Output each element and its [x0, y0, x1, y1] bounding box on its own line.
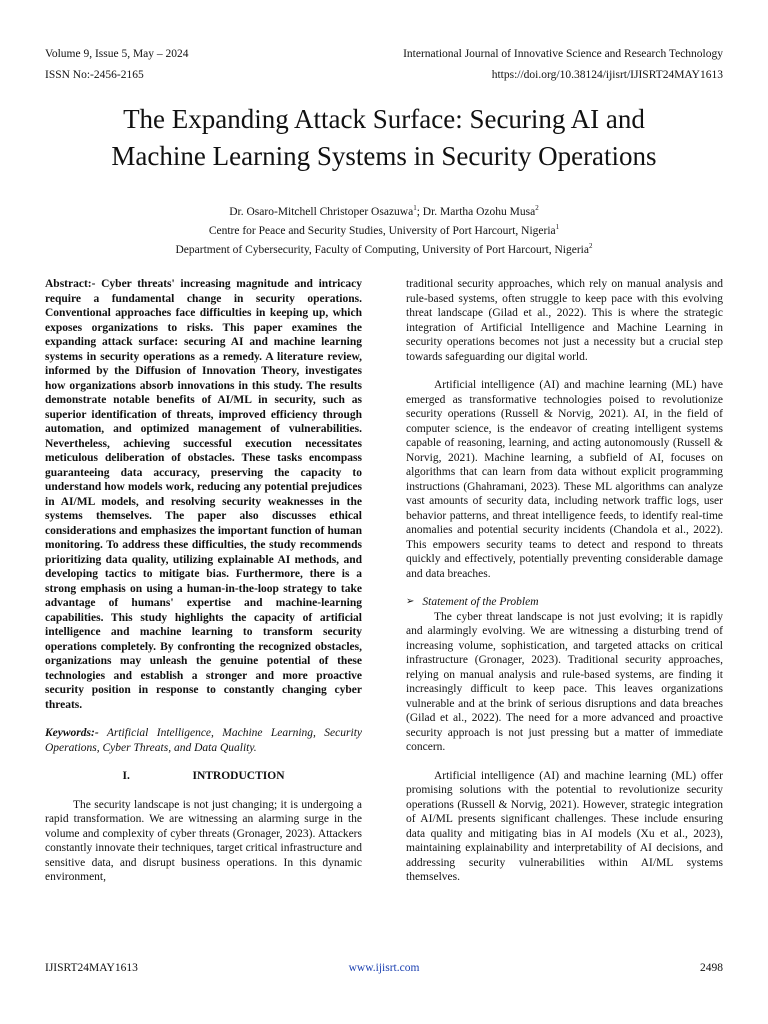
header-issn: ISSN No:-2456-2165 [45, 69, 144, 81]
intro-paragraph-2: Artificial intelligence (AI) and machine learning (ML) have emerged as transformative technologies poised to revolutionize security operations (Russell & Norvig, 2021). AI, in the field of computer science, is the endeavor of creating intelligent systems capable of reasoning, learning, and acting autonomously (Russell & Norvig, 2021). Machine learning, a subfield of AI, focuses on algorithms that can learn from data without explicit programming instructions (Ghahramani, 2023). These ML algorithms can analyze vast amounts of security data, including network traffic logs, user behavior patterns, and threat intelligence feeds, to identify real-time anomalies and potential security incidents (Chandola et al., 2022). This empowers security teams to detect and respond to threats quickly and effectively, potentially preventing considerable damage and data breaches. [406, 379, 723, 580]
intro-paragraph-1: The security landscape is not just changing; it is undergoing a rapid transformation. We are witnessing an alarming surge in the volume and complexity of cyber threats (Gronager, 2023). Attackers constantly innovate their techniques, target critical infrastructure and sensitive data, and disrupt business operations. In this dynamic environment, [45, 798, 362, 883]
author-2-sup: 2 [535, 204, 539, 212]
footer-site-link[interactable]: www.ijisrt.com [348, 962, 420, 974]
footer-paper-id: IJISRT24MAY1613 [45, 962, 138, 974]
author-separator: ; [416, 205, 423, 218]
paper-title [40, 101, 728, 175]
keywords [45, 726, 362, 755]
subsection-heading [406, 595, 723, 610]
section-title: INTRODUCTION [192, 770, 285, 782]
author-2: Dr. Martha Ozohu Musa [422, 205, 536, 218]
problem-paragraph-2: Artificial intelligence (AI) and machine learning (ML) offer promising solutions with the potential to revolutionize security operations (Russell & Norvig, 2021). However, strategic integration of AI/ML presents significant challenges. These include ensuring data quality and mitigating bias in AI models (Xu et al., 2023), maintaining explainability and interpretability of AI decisions, and addressing security vulnerabilities within AI/ML systems themselves. [406, 769, 723, 883]
arrow-bullet-icon: ➢ [406, 596, 415, 607]
header-doi[interactable]: https://doi.org/10.38124/ijisrt/IJISRT24MAY1613 [491, 69, 723, 81]
keywords-text: Artificial Intelligence, Machine Learning, Security Operations, Cyber Threats, and Data Quality. [45, 727, 362, 754]
right-column [406, 277, 723, 885]
title-line-1: The Expanding Attack Surface: Securing AI and [123, 104, 645, 134]
subsection-title: Statement of the Problem [422, 596, 539, 608]
title-line-2: Machine Learning Systems in Security Operations [111, 141, 657, 171]
affiliation-1: Centre for Peace and Security Studies, University of Port Harcourt, Nigeria$^1$ [208, 222, 560, 237]
section-number: I. [122, 770, 130, 782]
keywords-label: Keywords:- [45, 727, 99, 739]
footer-page-number: 2498 [700, 962, 723, 974]
left-column [45, 277, 362, 885]
abstract: Abstract:- Cyber threats' increasing magnitude and intricacy require a fundamental change in security operations. Conventional approaches face difficulties in keeping up, which exposes organizations to risks. This paper examines the expanding attack surface: securing AI and machine learning systems in security operations as a remedy. A literature review, informed by the Diffusion of Innovation Theory, investigates how organizations absorb innovations in this study. The results demonstrate notable benefits of AI/ML in security, such as superior identification of threats, improved efficiency through automation, and optimized management of vulnerabilities. Nevertheless, achieving successful execution necessitates meticulous deliberation of obstacles. These tasks encompass guaranteeing data accuracy, preserving the capacity to understand how models work, reducing any potential prejudices in AI/ML models, and resolving security weaknesses in the systems themselves. The paper also discusses ethical considerations and emphasizes the important function of human monitoring. To address these difficulties, the study recommends prioritizing data quality, utilizing explainable AI methods, and developing tactics to mitigate bias. Furthermore, there is a strong emphasis on using a human-in-the-loop strategy to take advantage of humans' expertise and machine-learning capabilities. This study highlights the capacity of artificial intelligence and machine learning to transform security operations completely. By confronting the recognized obstacles, organizations may unleash the genuine potential of these technologies and establish a stronger and more proactive security position in response to constantly changing cyber threats. [45, 278, 362, 711]
affiliation-2: Department of Cybersecurity, Faculty of Computing, University of Port Harcourt, Nigeria$^2$ [175, 241, 593, 256]
header-volume: Volume 9, Issue 5, May – 2024 [45, 48, 189, 60]
author-line [40, 201, 728, 220]
problem-paragraph-1: The cyber threat landscape is not just evolving; it is rapidly and alarmingly evolving. We are witnessing a disturbing trend of increasing volume, sophistication, and targeted attacks on critical infrastructure (Gronager, 2023). Traditional security approaches, relying on manual analysis and rule-based systems, are finding it increasingly difficult to keep pace. This leaves organizations vulnerable and at the brink of serious disruptions and data breaches (Gilad et al., 2022). The need for a more advanced and proactive security approach is not just pressing but a matter of immediate concern. [406, 610, 723, 753]
header-journal: International Journal of Innovative Science and Research Technology [403, 48, 723, 60]
author-1: Dr. Osaro-Mitchell Christoper Osazuwa [229, 205, 414, 218]
author-1-sup: 1 [413, 204, 417, 212]
author-block [40, 201, 728, 257]
section-heading-introduction [45, 769, 362, 784]
intro-paragraph-continued: traditional security approaches, which rely on manual analysis and rule-based systems, often struggle to keep pace with this evolving threat landscape (Gilad et al., 2022). This is where the strategic integration of Artificial Intelligence and Machine Learning in security operations becomes not just a necessity but a crucial step towards safeguarding our digital world. [406, 278, 723, 363]
